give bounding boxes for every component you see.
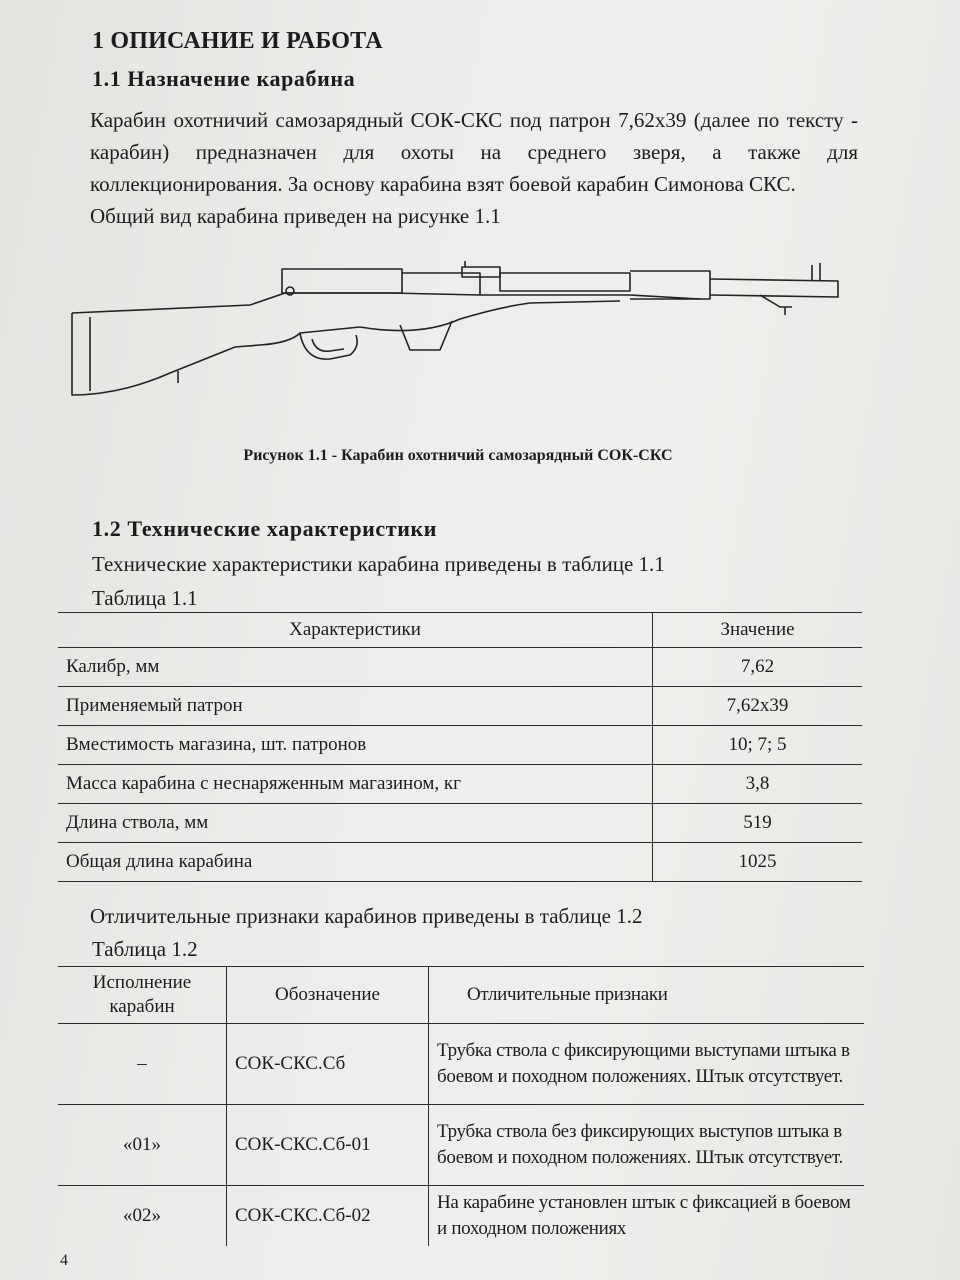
table-cell: Масса карабина с неснаряженным магазином, кг (58, 765, 653, 804)
table-cell: 7,62 (653, 648, 863, 687)
table-row (58, 648, 862, 687)
table-cell: 10; 7; 5 (653, 726, 863, 765)
table-cell: СОК-СКС.Сб-02 (227, 1186, 429, 1247)
table-cell: «01» (58, 1105, 227, 1186)
table-row (58, 765, 862, 804)
table-cell: Применяемый патрон (58, 687, 653, 726)
table1-label: Таблица 1.1 (92, 586, 198, 610)
table-header-cell: Отличительные признаки (429, 967, 865, 1024)
table-cell: Трубка ствола без фиксирующих выступов штыка в боевом и походном положениях. Штык отсутствует. (429, 1105, 865, 1186)
table-cell: 519 (653, 804, 863, 843)
general-view-text: Общий вид карабина приведен на рисунке 1.1 (90, 204, 501, 228)
table-cell: Калибр, мм (58, 648, 653, 687)
carbine-drawing (60, 255, 850, 415)
table-header-cell: Исполнение карабин (58, 967, 227, 1024)
table-cell: СОК-СКС.Сб-01 (227, 1105, 429, 1186)
table-cell: На карабине установлен штык с фиксацией в боевом и походном положениях (429, 1186, 865, 1247)
stock-outline (72, 313, 260, 395)
variants-table (58, 966, 864, 1246)
specs-table (58, 612, 862, 882)
table-header-row (58, 967, 864, 1024)
table-header-cell: Характеристики (58, 613, 653, 648)
table2-label: Таблица 1.2 (92, 937, 198, 961)
table-cell: 7,62х39 (653, 687, 863, 726)
table-header-cell: Значение (653, 613, 863, 648)
table-row (58, 1105, 864, 1186)
table-cell: 1025 (653, 843, 863, 882)
table-cell: Общая длина карабина (58, 843, 653, 882)
table-cell: Длина ствола, мм (58, 804, 653, 843)
table-row (58, 843, 862, 882)
table-cell: Вместимость магазина, шт. патронов (58, 726, 653, 765)
table-header-cell: Обозначение (227, 967, 429, 1024)
table-cell: Трубка ствола с фиксирующими выступами штыка в боевом и походном положениях. Штык отсутствует. (429, 1024, 865, 1105)
table-row (58, 687, 862, 726)
section-title: 1 ОПИСАНИЕ И РАБОТА (92, 28, 383, 54)
subsection-specs-heading: 1.2 Технические характеристики (92, 516, 438, 541)
table-row (58, 804, 862, 843)
purpose-paragraph: Карабин охотничий самозарядный СОК-СКС под патрон 7,62х39 (далее по тексту - карабин) предназначен для охоты на среднего зверя, а также для коллекционирования. За основу карабина взят боевой карабин Симонова СКС. (90, 108, 858, 196)
table1-intro: Технические характеристики карабина приведены в таблице 1.1 (92, 552, 665, 576)
figure-caption: Рисунок 1.1 - Карабин охотничий самозарядный СОК-СКС (243, 447, 673, 464)
table-cell: «02» (58, 1186, 227, 1247)
page-number: 4 (60, 1252, 68, 1269)
table-cell: – (58, 1024, 227, 1105)
table-cell: СОК-СКС.Сб (227, 1024, 429, 1105)
table-header-row (58, 613, 862, 648)
table-row (58, 726, 862, 765)
subsection-purpose-heading: 1.1 Назначение карабина (92, 66, 356, 91)
table-cell: 3,8 (653, 765, 863, 804)
table-row (58, 1186, 864, 1247)
receiver (282, 269, 402, 293)
table2-intro: Отличительные признаки карабинов приведены в таблице 1.2 (90, 904, 643, 928)
table-row (58, 1024, 864, 1105)
